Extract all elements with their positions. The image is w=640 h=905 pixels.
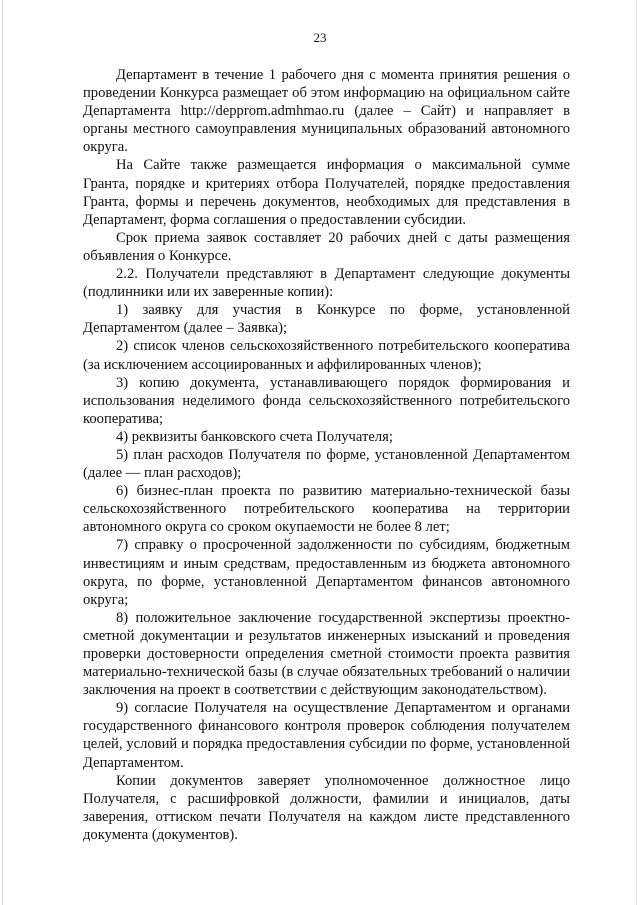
list-item-member-list: 2) список членов сельскохозяйственного потребительского кооператива (за исключением ассоциированных и аффилированных членов); [83,338,570,373]
list-item-consent: 9) согласие Получателя на осуществление Департаментом и органами государственного финансового контроля проверок соблюдения получателем целей, условий и порядка предоставления субсидии по форме, установленной Департаментом. [83,700,570,771]
list-item-fund-document: 3) копию документа, устанавливающего порядок формирования и использования неделимого фонда сельскохозяйственного потребительского кооператива; [83,374,570,427]
list-item-bank-details: 4) реквизиты банковского счета Получателя; [116,428,393,445]
list-item-expertise-conclusion: 8) положительное заключение государственной экспертизы проектно-сметной документации и результатов инженерных изысканий и проведения проверки достоверности определения сметной стоимости проекта развития материально-технической базы (в случае обязательных требований о наличии заключения на проект в соответствии с действующим законодательством). [83,609,570,699]
paragraph-copies-certification: Копии документов заверяет уполномоченное должностное лицо Получателя, с расшифровкой должности, фамилии и инициалов, даты заверения, оттиском печати Получателя на каждом листе представленного документа (документов). [83,772,570,843]
list-item-business-plan: 6) бизнес-план проекта по развитию материально-технической базы сельскохозяйственного потребительского кооператива на территории автономного округа со сроком окупаемости не более 8 лет; [83,483,570,536]
list-item-expense-plan: 5) план расходов Получателя по форме, установленной Департаментом (далее — план расходов); [83,446,570,482]
list-item-debt-certificate: 7) справку о просроченной задолженности по субсидиям, бюджетным инвестициям и иным средствам, предоставленным из бюджета автономного округа, по форме, установленной Департаментом финансов автономного округа; [83,537,570,608]
document-body [83,66,570,844]
paragraph-announcement: Департамент в течение 1 рабочего дня с момента принятия решения о проведении Конкурса размещает об этом информацию на официальном сайте Департамента http://depprom.admhmao.ru (далее – Сайт) и направляет в органы местного самоуправления муниципальных образований автономного округа. [83,67,570,156]
page-edge-right [636,0,637,905]
page-number: 23 [313,30,327,45]
paragraph-site-info: На Сайте также размещается информация о максимальной сумме Гранта, порядке и критериях отбора Получателей, порядке предоставления Гранта, формы и перечень документов, необходимых для представления в Департамент, форма соглашения о предоставлении субсидии. [83,157,570,228]
list-item-application: 1) заявку для участия в Конкурсе по форме, установленной Департаментом (далее – Заявка); [83,302,570,337]
paragraph-documents-intro: 2.2. Получатели представляют в Департамент следующие документы (подлинники или их заверенные копии): [83,266,570,301]
page-edge-left [2,0,3,905]
paragraph-deadline: Срок приема заявок составляет 20 рабочих дней с даты размещения объявления о Конкурсе. [83,229,570,264]
